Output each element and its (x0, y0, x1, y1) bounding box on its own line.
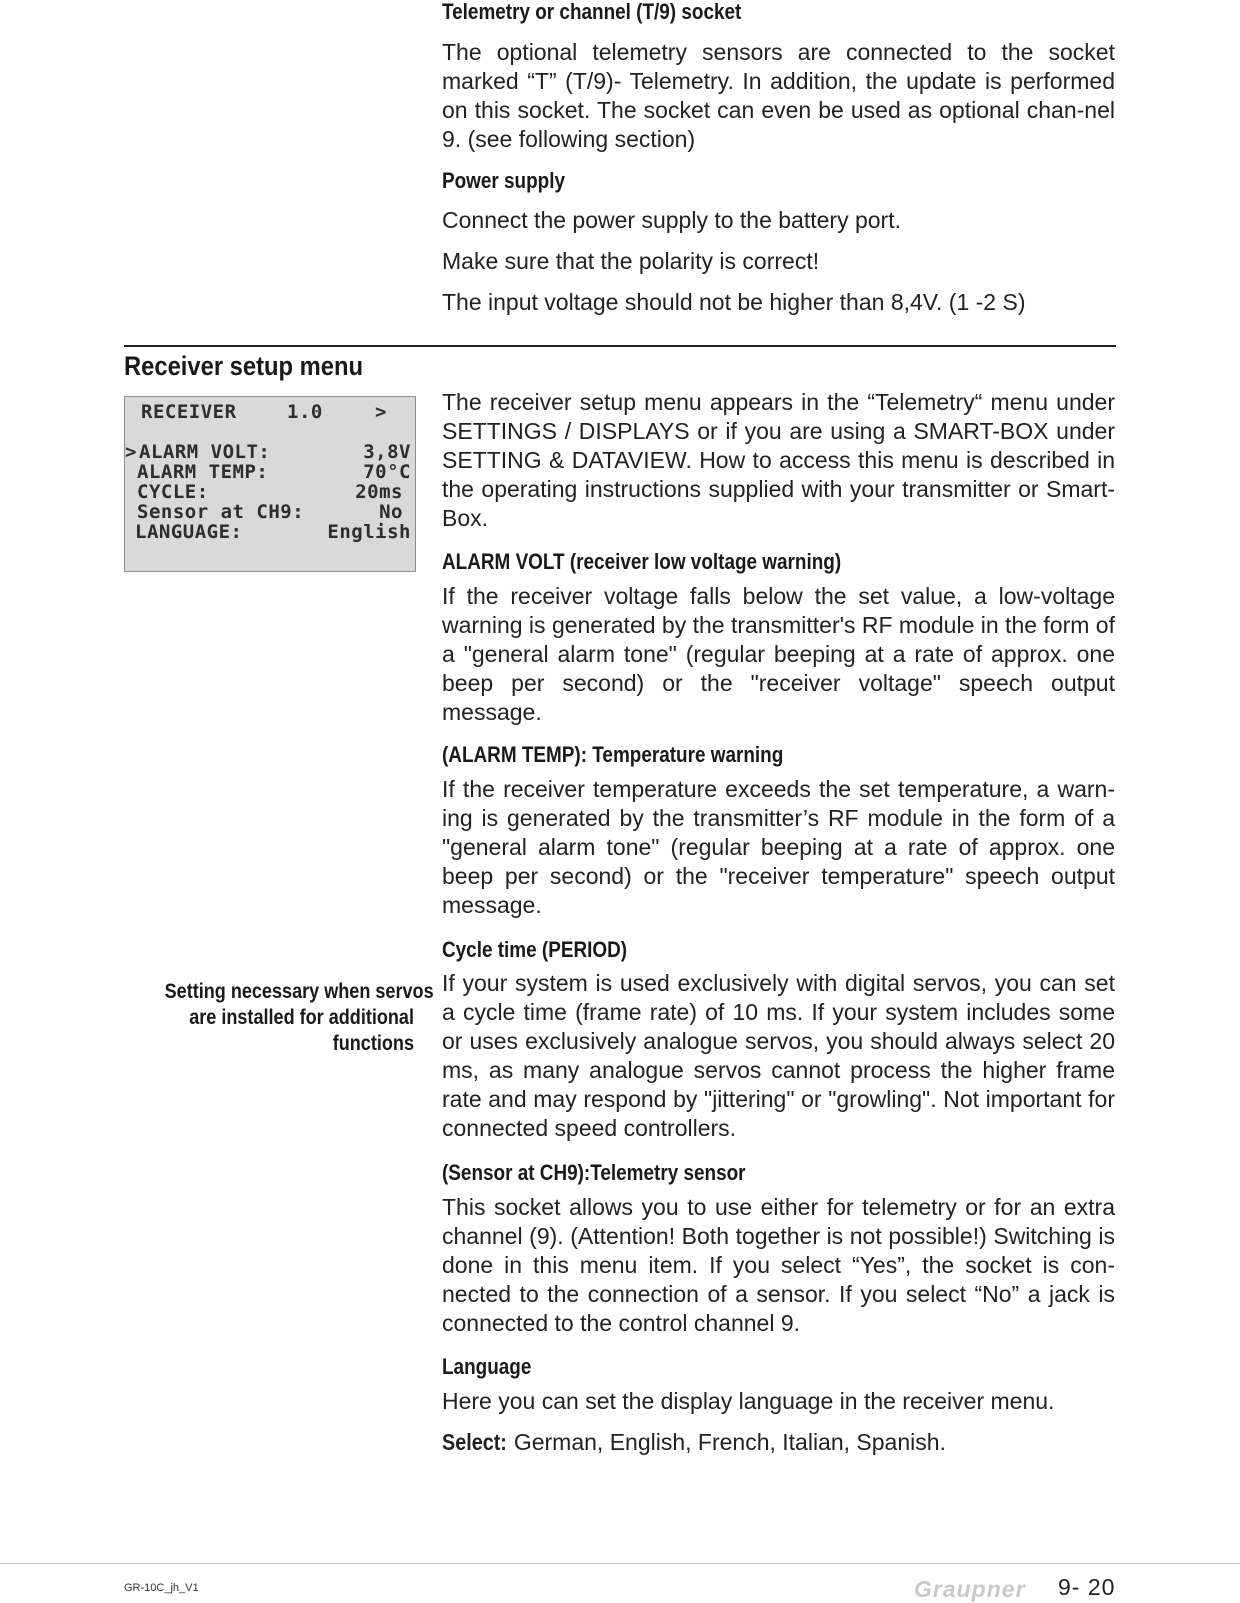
power-heading: Power supply (442, 168, 566, 193)
section-title: Receiver setup menu (124, 351, 364, 381)
lcd-row-label: ALARM TEMP: (137, 461, 269, 483)
lcd-header-version: 1.0 (287, 401, 323, 423)
lcd-row-label: CYCLE: (137, 481, 209, 503)
item-text: If the receiver temperature exceeds the set temperature, a warn-ing is generated by the transmitter’s RF module in the form of a "general alarm tone" (regular beeping at a rate of approx. one beep per second) or the "receiver temperature" speech output message. (442, 776, 1115, 918)
item-text: Here you can set the display language in the receiver menu. (442, 1388, 1055, 1414)
footer-doc-id: GR-10C_jh_V1 (124, 1582, 199, 1594)
item-text: This socket allows you to use either for telemetry or for an extra channel (9). (Attention! Both together is not possible!) Switching is done in this menu item. If you select “Yes”, the socket is con-nected to the connection of a sensor. If you select “No” a jack is connected to the control channel 9. (442, 1194, 1115, 1336)
side-note (124, 979, 434, 1057)
item-heading: Language (442, 1354, 532, 1379)
lcd-row-value: 20ms (355, 481, 403, 503)
telemetry-text: The optional telemetry sensors are connected to the socket marked “T” (T/9)- Telemetry. In addition, the update is performed on this socket. The socket can even be used as optional chan-nel 9. (see following section) (442, 39, 1115, 152)
page-number: 9- 20 (1058, 1574, 1116, 1600)
lcd-row-value: 70°C (363, 461, 411, 483)
receiver-menu-display (124, 396, 416, 572)
lcd-row-label: Sensor at CH9: (137, 501, 305, 523)
select-label: Select: (442, 1429, 507, 1455)
item-heading: (Sensor at CH9):Telemetry sensor (442, 1160, 746, 1185)
item-text: If the receiver voltage falls below the set value, a low-voltage warning is generated by the transmitter's RF module in the form of a "general alarm tone" (regular beeping at a rate of approx. one beep per second) or the "receiver voltage" speech output message. (442, 583, 1115, 725)
power-line: Make sure that the polarity is correct! (442, 248, 820, 274)
item-heading: (ALARM TEMP): Temperature warning (442, 742, 784, 767)
lcd-row (125, 522, 417, 542)
lcd-next-arrow-icon: > (375, 401, 387, 423)
intro-text: The receiver setup menu appears in the “Telemetry“ menu under SETTINGS / DISPLAYS or if you are using a SMART-BOX under SETTING & DATAVIEW. How to access this menu is described in the operating instructions supplied with your transmitter or Smart-Box. (442, 389, 1115, 531)
side-note-line: are installed for additional (189, 1006, 414, 1029)
item-heading: ALARM VOLT (receiver low voltage warning) (442, 549, 842, 574)
lcd-row (125, 482, 417, 502)
receiver-menu-section (442, 388, 1115, 1457)
section-divider (124, 345, 1116, 347)
lcd-header-title: RECEIVER (141, 401, 237, 423)
lcd-row (125, 442, 417, 462)
lcd-row-label: ALARM VOLT: (139, 441, 271, 463)
lcd-row-value: 3,8V (363, 441, 411, 463)
telemetry-section (442, 0, 1115, 317)
telemetry-heading: Telemetry or channel (T/9) socket (442, 0, 742, 24)
select-line (442, 1428, 1115, 1457)
power-line: The input voltage should not be higher than 8,4V. (1 -2 S) (442, 289, 1026, 315)
lcd-row-label: LANGUAGE: (135, 521, 243, 543)
lcd-row-value: No (379, 501, 403, 523)
side-note-line: functions (332, 1032, 414, 1055)
item-text: If your system is used exclusively with digital servos, you can set a cycle time (frame rate) of 10 ms. If your system includes some or uses exclusively analogue servos, you should always select 20 ms, as many analogue servos cannot process the higher frame rate and may respond by "jittering" or "growling". Not important for connected speed controllers. (442, 970, 1115, 1141)
lcd-row (125, 462, 417, 482)
footer-rule (0, 1563, 1240, 1564)
lcd-header (125, 402, 417, 422)
side-note-line: Setting necessary when servos (164, 980, 434, 1003)
lcd-row-value: English (327, 521, 411, 543)
brand-logo: Graupner (914, 1576, 1026, 1602)
power-line: Connect the power supply to the battery port. (442, 207, 901, 233)
lcd-cursor-icon: > (125, 441, 137, 463)
select-options: German, English, French, Italian, Spanish. (513, 1429, 946, 1455)
lcd-row (125, 502, 417, 522)
item-heading: Cycle time (PERIOD) (442, 937, 628, 962)
